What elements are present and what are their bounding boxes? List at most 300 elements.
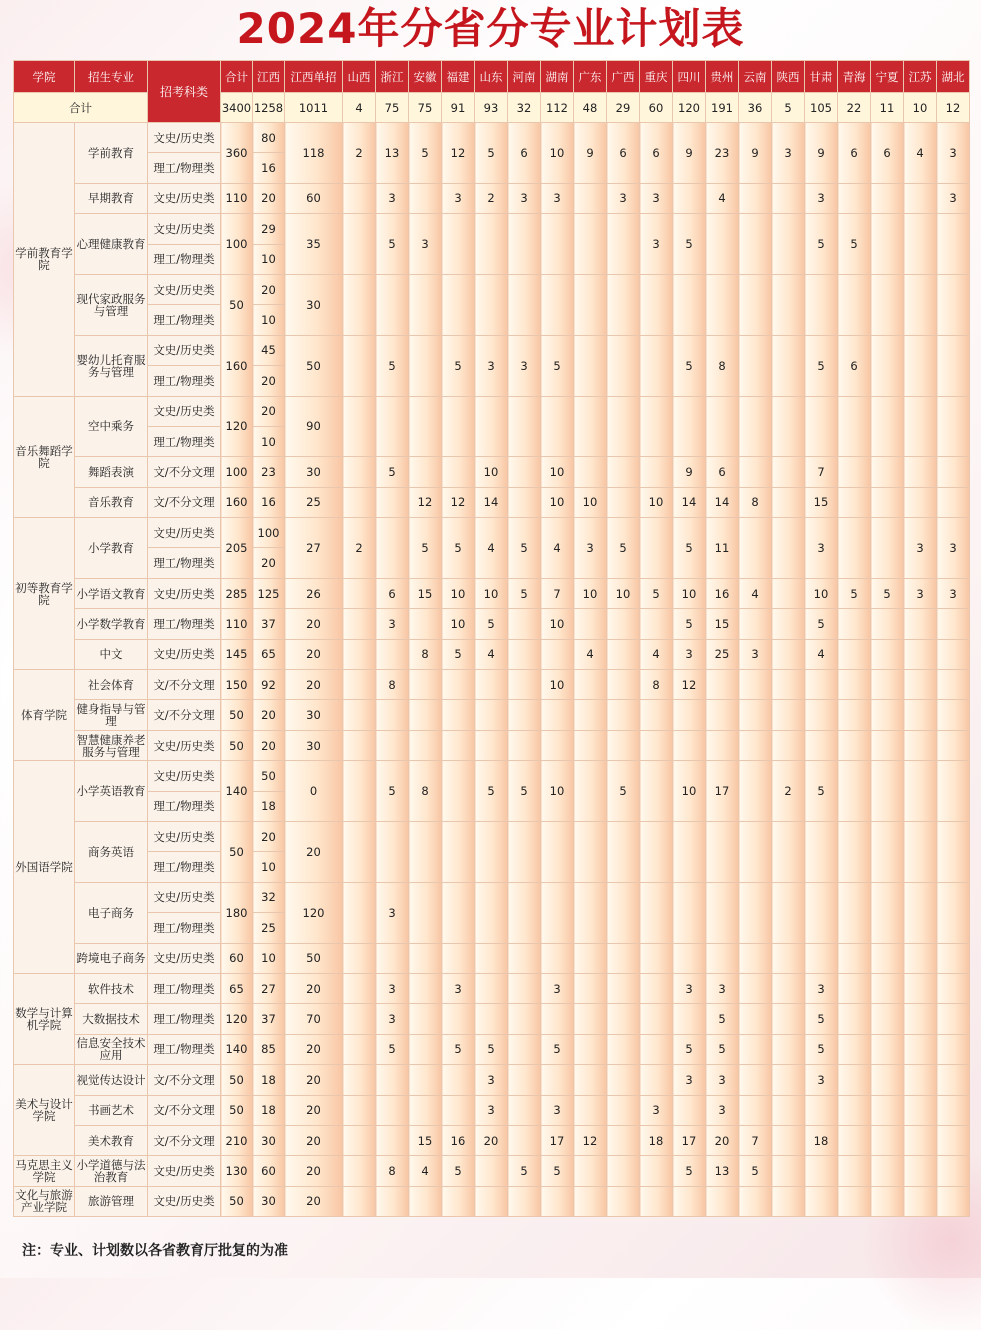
- major-total: 65: [221, 973, 253, 1003]
- province-count: [640, 1034, 673, 1064]
- province-count: [739, 518, 772, 579]
- province-count: [574, 700, 607, 730]
- header-col: 安徽: [409, 61, 442, 93]
- province-count: [838, 943, 871, 973]
- page-title: 2024年分省分专业计划表: [236, 4, 745, 53]
- province-count: 12: [442, 123, 475, 184]
- province-count: [343, 487, 376, 517]
- province-count: 5: [541, 1156, 574, 1186]
- province-count: [442, 821, 475, 882]
- total-cell: 120: [673, 93, 706, 123]
- college-name: 音乐舞蹈学院: [14, 396, 75, 518]
- province-count: [541, 821, 574, 882]
- province-count: [772, 609, 805, 639]
- province-count: [706, 1186, 739, 1216]
- province-count: [772, 487, 805, 517]
- table-row: [14, 487, 970, 517]
- jiangxi-count: 92: [253, 670, 285, 700]
- province-count: [475, 1156, 508, 1186]
- province-count: [343, 1034, 376, 1064]
- major-name: 美术教育: [75, 1125, 148, 1155]
- province-count: [904, 274, 937, 335]
- province-count: 4: [409, 1156, 442, 1186]
- province-count: 5: [706, 1034, 739, 1064]
- major-total: 160: [221, 335, 253, 396]
- major-name: 心理健康教育: [75, 214, 148, 275]
- table-row: [14, 518, 970, 548]
- total-cell: 93: [475, 93, 508, 123]
- province-count: [640, 700, 673, 730]
- province-count: [673, 1004, 706, 1034]
- jiangxi-count: 29: [253, 214, 285, 244]
- subject-category: 理工/物理类: [148, 913, 221, 943]
- province-count: [508, 1095, 541, 1125]
- header-col: 甘肃: [805, 61, 838, 93]
- major-total: 150: [221, 670, 253, 700]
- province-count: [376, 639, 409, 669]
- province-count: 5: [805, 609, 838, 639]
- province-count: [706, 396, 739, 457]
- province-count: 5: [442, 518, 475, 579]
- college-name: 马克思主义学院: [14, 1156, 75, 1186]
- jiangxi-count: 45: [253, 335, 285, 365]
- jiangxi-count: 25: [253, 913, 285, 943]
- province-count: 15: [706, 609, 739, 639]
- jiangxi-single-count: 0: [285, 761, 343, 822]
- province-count: [871, 518, 904, 579]
- province-count: 5: [442, 639, 475, 669]
- province-count: [376, 396, 409, 457]
- total-cell: 22: [838, 93, 871, 123]
- table-row: [14, 1125, 970, 1155]
- table-row: [14, 183, 970, 213]
- header-col: 河南: [508, 61, 541, 93]
- college-name: 学前教育学院: [14, 123, 75, 397]
- province-count: [376, 821, 409, 882]
- province-count: [739, 1004, 772, 1034]
- college-name: 数学与计算机学院: [14, 973, 75, 1064]
- subject-category: 理工/物理类: [148, 791, 221, 821]
- province-count: [541, 396, 574, 457]
- province-count: [772, 670, 805, 700]
- province-count: [838, 274, 871, 335]
- total-cell: 105: [805, 93, 838, 123]
- province-count: 10: [673, 578, 706, 608]
- province-count: [904, 700, 937, 730]
- province-count: [640, 396, 673, 457]
- province-count: [409, 943, 442, 973]
- major-total: 360: [221, 123, 253, 184]
- province-count: [871, 1004, 904, 1034]
- province-count: 10: [541, 123, 574, 184]
- province-count: [904, 730, 937, 760]
- province-count: 3: [376, 973, 409, 1003]
- table-row: [14, 1065, 970, 1095]
- province-count: [937, 609, 970, 639]
- total-cell: 10: [904, 93, 937, 123]
- province-count: [706, 214, 739, 275]
- province-count: 13: [706, 1156, 739, 1186]
- province-count: [805, 943, 838, 973]
- province-count: [442, 396, 475, 457]
- subject-category: 文/不分文理: [148, 670, 221, 700]
- province-count: [673, 1186, 706, 1216]
- province-count: 5: [673, 609, 706, 639]
- jiangxi-count: 125: [253, 578, 285, 608]
- province-count: 5: [706, 1004, 739, 1034]
- province-count: [739, 973, 772, 1003]
- province-count: 3: [673, 1065, 706, 1095]
- province-count: [343, 274, 376, 335]
- province-count: [805, 821, 838, 882]
- province-count: [508, 943, 541, 973]
- province-count: [343, 700, 376, 730]
- province-count: 23: [706, 123, 739, 184]
- province-count: [937, 700, 970, 730]
- province-count: [838, 1095, 871, 1125]
- province-count: [739, 761, 772, 822]
- province-count: [739, 1095, 772, 1125]
- major-name: 空中乘务: [75, 396, 148, 457]
- province-count: [904, 821, 937, 882]
- province-count: 9: [673, 123, 706, 184]
- total-cell: 112: [541, 93, 574, 123]
- major-name: 电子商务: [75, 882, 148, 943]
- province-count: [838, 730, 871, 760]
- province-count: [640, 1186, 673, 1216]
- province-count: 4: [541, 518, 574, 579]
- province-count: 2: [475, 183, 508, 213]
- province-count: 5: [607, 518, 640, 579]
- province-count: [772, 396, 805, 457]
- province-count: [673, 821, 706, 882]
- province-count: 15: [409, 578, 442, 608]
- province-count: 5: [673, 1156, 706, 1186]
- footnote: 注：专业、计划数以各省教育厅批复的为准: [22, 1243, 288, 1259]
- jiangxi-single-count: 30: [285, 274, 343, 335]
- province-count: 3: [376, 183, 409, 213]
- province-count: [904, 1004, 937, 1034]
- province-count: [871, 274, 904, 335]
- province-count: 3: [904, 518, 937, 579]
- province-count: [640, 1156, 673, 1186]
- subject-category: 文/不分文理: [148, 1125, 221, 1155]
- province-count: [343, 457, 376, 487]
- province-count: [343, 1156, 376, 1186]
- province-count: 5: [475, 123, 508, 184]
- total-cell: 29: [607, 93, 640, 123]
- major-name: 软件技术: [75, 973, 148, 1003]
- province-count: [937, 730, 970, 760]
- major-name: 信息安全技术应用: [75, 1034, 148, 1064]
- province-count: [442, 1186, 475, 1216]
- major-name: 现代家政服务与管理: [75, 274, 148, 335]
- subject-category: 文史/历史类: [148, 639, 221, 669]
- province-count: 3: [541, 183, 574, 213]
- table-row: [14, 1095, 970, 1125]
- major-total: 50: [221, 1065, 253, 1095]
- province-count: [475, 882, 508, 943]
- province-count: [904, 1186, 937, 1216]
- province-count: [508, 670, 541, 700]
- province-count: [607, 700, 640, 730]
- province-count: 6: [640, 123, 673, 184]
- province-count: [838, 1186, 871, 1216]
- province-count: [640, 1004, 673, 1034]
- province-count: 3: [475, 335, 508, 396]
- province-count: [739, 274, 772, 335]
- major-name: 婴幼儿托育服务与管理: [75, 335, 148, 396]
- table-row: [14, 335, 970, 365]
- jiangxi-count: 10: [253, 244, 285, 274]
- header-col: 广西: [607, 61, 640, 93]
- province-count: [508, 882, 541, 943]
- province-count: [475, 821, 508, 882]
- province-count: [871, 1156, 904, 1186]
- province-count: [409, 1034, 442, 1064]
- province-count: [805, 396, 838, 457]
- jiangxi-single-count: 50: [285, 943, 343, 973]
- jiangxi-count: 32: [253, 882, 285, 912]
- province-count: [838, 882, 871, 943]
- province-count: 13: [376, 123, 409, 184]
- province-count: [937, 973, 970, 1003]
- jiangxi-count: 10: [253, 943, 285, 973]
- header-col: 江西单招: [285, 61, 343, 93]
- province-count: 3: [409, 214, 442, 275]
- province-count: [772, 335, 805, 396]
- province-count: 3: [937, 518, 970, 579]
- province-count: [442, 274, 475, 335]
- province-count: [739, 943, 772, 973]
- province-count: 7: [739, 1125, 772, 1155]
- province-count: [871, 943, 904, 973]
- province-count: [508, 1065, 541, 1095]
- province-count: 8: [409, 761, 442, 822]
- province-count: [871, 214, 904, 275]
- province-count: 5: [805, 335, 838, 396]
- province-count: [871, 882, 904, 943]
- province-count: 8: [640, 670, 673, 700]
- province-count: [409, 183, 442, 213]
- province-count: [838, 396, 871, 457]
- province-count: 5: [541, 335, 574, 396]
- jiangxi-single-count: 20: [285, 1186, 343, 1216]
- province-count: [640, 518, 673, 579]
- major-total: 50: [221, 1095, 253, 1125]
- jiangxi-count: 23: [253, 457, 285, 487]
- header-col: 山西: [343, 61, 376, 93]
- province-count: 3: [541, 973, 574, 1003]
- province-count: [805, 1095, 838, 1125]
- province-count: [574, 214, 607, 275]
- province-count: [871, 335, 904, 396]
- province-count: [607, 1004, 640, 1034]
- province-count: [442, 943, 475, 973]
- province-count: [574, 670, 607, 700]
- college-name: 文化与旅游产业学院: [14, 1186, 75, 1216]
- province-count: 6: [508, 123, 541, 184]
- province-count: [574, 274, 607, 335]
- province-count: 10: [475, 457, 508, 487]
- province-count: 5: [805, 761, 838, 822]
- table-row: [14, 274, 970, 304]
- major-total: 160: [221, 487, 253, 517]
- province-count: [343, 1004, 376, 1034]
- major-total: 50: [221, 730, 253, 760]
- major-name: 音乐教育: [75, 487, 148, 517]
- province-count: [343, 821, 376, 882]
- subject-category: 文史/历史类: [148, 1156, 221, 1186]
- province-count: 3: [937, 578, 970, 608]
- province-count: [871, 1125, 904, 1155]
- province-count: [508, 1034, 541, 1064]
- province-count: [343, 396, 376, 457]
- province-count: [706, 821, 739, 882]
- major-total: 140: [221, 761, 253, 822]
- major-total: 140: [221, 1034, 253, 1064]
- province-count: [739, 457, 772, 487]
- header-subject: 招考科类: [148, 61, 221, 123]
- subject-category: 文史/历史类: [148, 943, 221, 973]
- province-count: [409, 730, 442, 760]
- province-count: [409, 882, 442, 943]
- major-total: 110: [221, 609, 253, 639]
- province-count: [607, 973, 640, 1003]
- province-count: 5: [673, 518, 706, 579]
- province-count: 3: [706, 1095, 739, 1125]
- province-count: [904, 396, 937, 457]
- province-count: [772, 730, 805, 760]
- subject-category: 文史/历史类: [148, 761, 221, 791]
- province-count: [607, 1065, 640, 1095]
- header-col: 贵州: [706, 61, 739, 93]
- province-count: [871, 973, 904, 1003]
- province-count: [772, 943, 805, 973]
- province-count: [838, 487, 871, 517]
- province-count: [574, 609, 607, 639]
- province-count: [838, 1004, 871, 1034]
- province-count: 4: [739, 578, 772, 608]
- major-name: 小学教育: [75, 518, 148, 579]
- province-count: 5: [508, 578, 541, 608]
- province-count: [508, 1004, 541, 1034]
- province-count: [673, 943, 706, 973]
- province-count: [343, 183, 376, 213]
- province-count: [772, 1125, 805, 1155]
- province-count: 9: [574, 123, 607, 184]
- province-count: 6: [871, 123, 904, 184]
- jiangxi-count: 37: [253, 609, 285, 639]
- major-total: 120: [221, 396, 253, 457]
- province-count: 3: [706, 973, 739, 1003]
- province-count: 5: [409, 518, 442, 579]
- province-count: [673, 700, 706, 730]
- table-row: [14, 973, 970, 1003]
- jiangxi-count: 85: [253, 1034, 285, 1064]
- province-count: 16: [442, 1125, 475, 1155]
- province-count: 7: [805, 457, 838, 487]
- province-count: [574, 1186, 607, 1216]
- province-count: [871, 700, 904, 730]
- province-count: [640, 609, 673, 639]
- province-count: 3: [805, 183, 838, 213]
- province-count: 3: [673, 639, 706, 669]
- province-count: [772, 639, 805, 669]
- province-count: 6: [706, 457, 739, 487]
- province-count: [871, 639, 904, 669]
- province-count: [475, 700, 508, 730]
- jiangxi-single-count: 30: [285, 457, 343, 487]
- province-count: [541, 639, 574, 669]
- jiangxi-count: 20: [253, 821, 285, 851]
- subject-category: 理工/物理类: [148, 1004, 221, 1034]
- province-count: 10: [541, 609, 574, 639]
- province-count: [772, 518, 805, 579]
- subject-category: 理工/物理类: [148, 366, 221, 396]
- province-count: 10: [673, 761, 706, 822]
- province-count: 5: [376, 761, 409, 822]
- province-count: 5: [475, 761, 508, 822]
- jiangxi-count: 18: [253, 1095, 285, 1125]
- province-count: [607, 1125, 640, 1155]
- province-count: [574, 457, 607, 487]
- jiangxi-single-count: 50: [285, 335, 343, 396]
- province-count: [343, 335, 376, 396]
- province-count: [343, 1095, 376, 1125]
- province-count: [574, 821, 607, 882]
- province-count: [838, 609, 871, 639]
- enrollment-plan-table: [13, 60, 970, 1217]
- province-count: [739, 882, 772, 943]
- jiangxi-single-count: 20: [285, 1125, 343, 1155]
- province-count: 20: [706, 1125, 739, 1155]
- subject-category: 文/不分文理: [148, 700, 221, 730]
- province-count: [409, 274, 442, 335]
- province-count: [376, 730, 409, 760]
- province-count: 17: [706, 761, 739, 822]
- province-count: 5: [442, 1034, 475, 1064]
- province-count: [442, 457, 475, 487]
- subject-category: 文史/历史类: [148, 214, 221, 244]
- subject-category: 理工/物理类: [148, 609, 221, 639]
- province-count: [508, 1186, 541, 1216]
- province-count: [871, 487, 904, 517]
- province-count: [937, 335, 970, 396]
- major-total: 210: [221, 1125, 253, 1155]
- province-count: [838, 183, 871, 213]
- province-count: [442, 214, 475, 275]
- province-count: [739, 1034, 772, 1064]
- province-count: [772, 700, 805, 730]
- province-count: 12: [574, 1125, 607, 1155]
- header-col: 湖北: [937, 61, 970, 93]
- total-cell: 36: [739, 93, 772, 123]
- province-count: 5: [640, 578, 673, 608]
- province-count: 14: [673, 487, 706, 517]
- table-row: [14, 1156, 970, 1186]
- province-count: [508, 639, 541, 669]
- province-count: [475, 1186, 508, 1216]
- province-count: [772, 457, 805, 487]
- province-count: 3: [376, 609, 409, 639]
- province-count: [805, 730, 838, 760]
- province-count: 12: [409, 487, 442, 517]
- province-count: [937, 274, 970, 335]
- province-count: [739, 396, 772, 457]
- header-major: 招生专业: [75, 61, 148, 93]
- province-count: [640, 943, 673, 973]
